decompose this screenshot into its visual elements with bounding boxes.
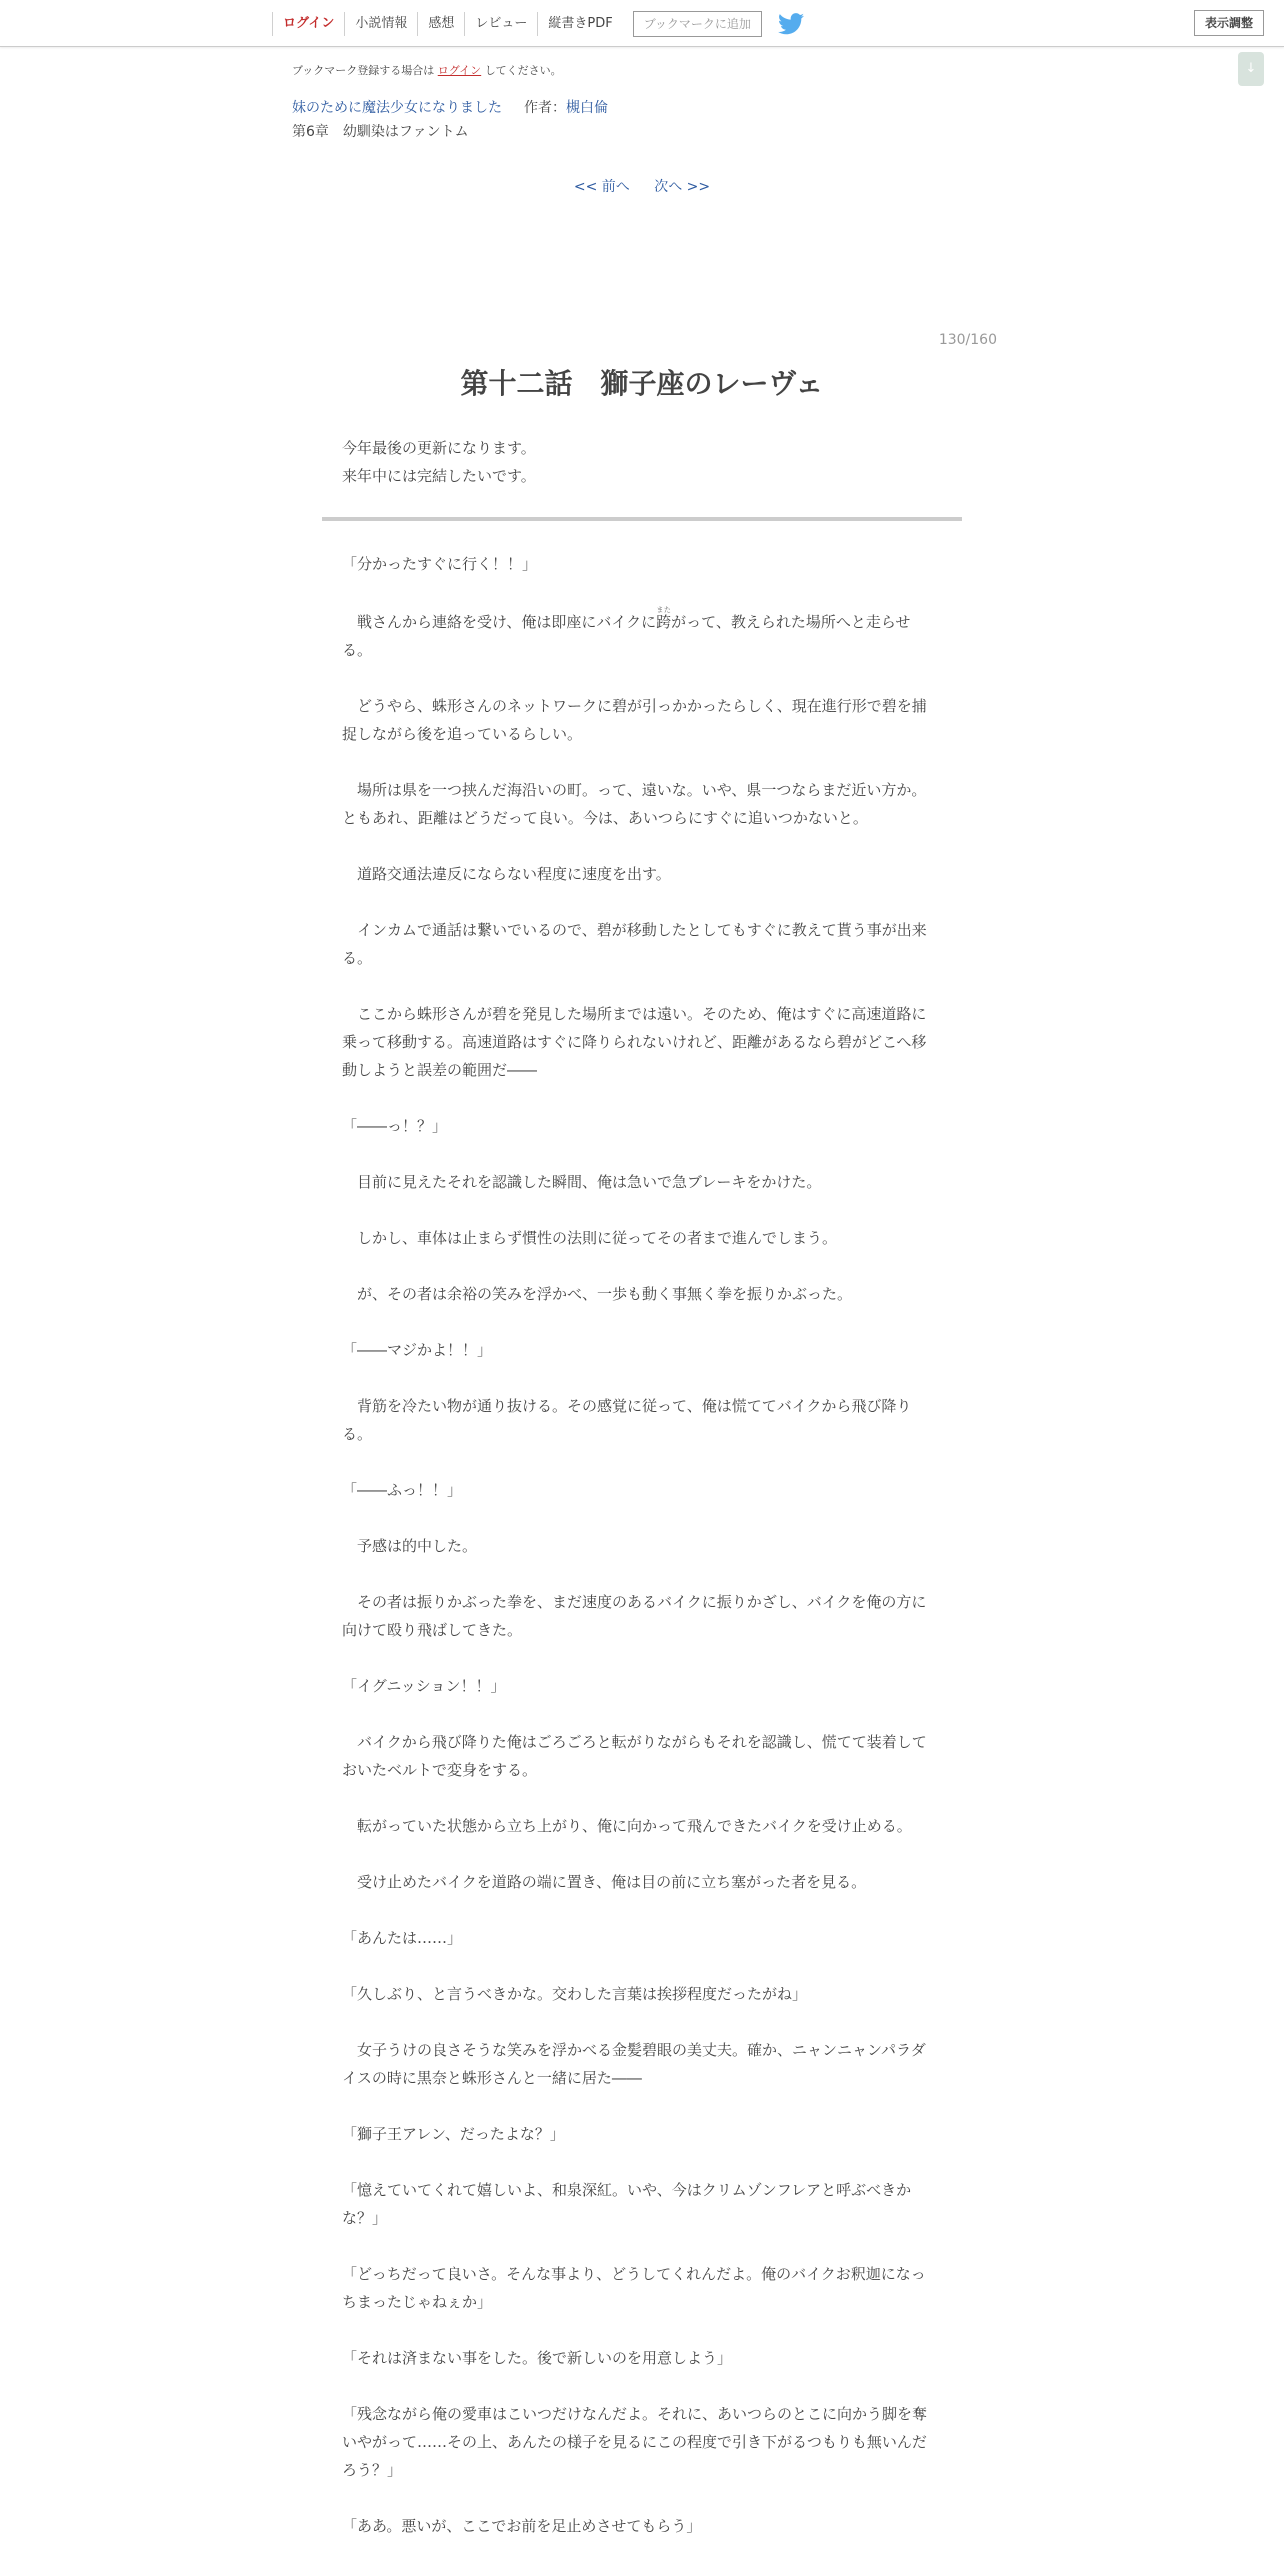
body-text-segment: がって、教えられた場所へと走らせる。 bbox=[342, 613, 911, 659]
body-paragraph: 予感は的中した。 bbox=[342, 1537, 478, 1555]
body-paragraph: 「――っ！？」 bbox=[342, 1117, 448, 1135]
ruby-reading: また bbox=[656, 606, 672, 614]
body-paragraph bbox=[342, 606, 940, 664]
preface bbox=[342, 434, 536, 490]
body-paragraph: 「――マジかよ！！」 bbox=[342, 1341, 493, 1359]
preface-line: 今年最後の更新になります。 bbox=[342, 439, 536, 457]
nav-impressions-link[interactable]: 感想 bbox=[417, 12, 464, 36]
body-paragraph: インカムで通話は繋いでいるので、碧が移動したとしてもすぐに教えて貰う事が出来る。 bbox=[342, 921, 927, 967]
scroll-down-button[interactable]: ↓ bbox=[1238, 52, 1264, 86]
body-paragraph: 「――ふっ！！」 bbox=[342, 1481, 463, 1499]
notice-login-link[interactable]: ログイン bbox=[437, 64, 482, 77]
add-bookmark-button[interactable]: ブックマークに追加 bbox=[633, 11, 762, 37]
nav-novel-info-link[interactable]: 小説情報 bbox=[344, 12, 417, 36]
body-paragraph: 場所は県を一つ挟んだ海沿いの町。って、遠いな。いや、県一つならまだ近い方か。ともあれ、距離はどうだって良い。今は、あいつらにすぐに追いつかないと。 bbox=[342, 781, 927, 827]
body-paragraph: バイクから飛び降りた俺はごろごろと転がりながらもそれを認識し、慌てて装着しておいたベルトで変身をする。 bbox=[342, 1733, 927, 1779]
episode-title: 第十二話 獅子座のレーヴェ bbox=[460, 367, 824, 400]
body-paragraph: 目前に見えたそれを認識した瞬間、俺は急いで急ブレーキをかけた。 bbox=[342, 1173, 822, 1191]
body-paragraph: 受け止めたバイクを道路の端に置き、俺は目の前に立ち塞がった者を見る。 bbox=[342, 1873, 867, 1891]
body-paragraph: 道路交通法違反にならない程度に速度を出す。 bbox=[342, 865, 671, 883]
body-paragraph: 「ああ。悪いが、ここでお前を足止めさせてもらう」 bbox=[342, 2517, 702, 2535]
notice-suffix: してください。 bbox=[484, 64, 562, 77]
body-paragraph: 「あんたは……」 bbox=[342, 1929, 463, 1947]
body-paragraph: 「久しぶり、と言うべきかな。交わした言葉は挨拶程度だったがね」 bbox=[342, 1985, 808, 2003]
body-paragraph: 「残念ながら俺の愛車はこいつだけなんだよ。それに、あいつらのとこに向かう脚を奪いやがって……その上、あんたの様子を見るにこの程度で引き下がるつもりも無いんだろう？」 bbox=[342, 2405, 928, 2479]
body-paragraph: 転がっていた状態から立ち上がり、俺に向かって飛んできたバイクを受け止める。 bbox=[342, 1817, 912, 1835]
twitter-icon[interactable] bbox=[778, 13, 804, 35]
next-episode-link[interactable]: 次へ >> bbox=[654, 179, 711, 195]
ruby-word bbox=[656, 606, 672, 631]
notice-prefix: ブックマーク登録する場合は bbox=[292, 64, 435, 77]
nav-review-link[interactable]: レビュー bbox=[464, 12, 537, 36]
body-paragraph: ここから蛛形さんが碧を発見した場所までは遠い。そのため、俺はすぐに高速道路に乗って移動する。高速道路はすぐに降りられないけれど、距離があるなら碧がどこへ移動しようと誤差の範囲だ―― bbox=[342, 1005, 927, 1079]
series-title-link[interactable]: 妹のために魔法少女になりました bbox=[292, 100, 502, 116]
body-paragraph: 「どっちだって良いさ。そんな事より、どうしてくれんだよ。俺のバイクお釈迦になっちまったじゃねぇか」 bbox=[342, 2265, 926, 2311]
bookmark-login-notice bbox=[292, 62, 562, 78]
body-paragraph: しかし、車体は止まらず慣性の法則に従ってその者まで進んでしまう。 bbox=[342, 1229, 838, 1247]
nav-vertical-pdf-link[interactable]: 縦書きPDF bbox=[537, 12, 622, 36]
display-settings-button[interactable]: 表示調整 bbox=[1194, 10, 1264, 36]
body-paragraph: 「それは済まない事をした。後で新しいのを用意しよう」 bbox=[342, 2349, 733, 2367]
body-paragraph: 「憶えていてくれて嬉しいよ、和泉深紅。いや、今はクリムゾンフレアと呼ぶべきかな？」 bbox=[342, 2181, 912, 2227]
page-number: 130/160 bbox=[938, 332, 997, 348]
author-label: 作者： bbox=[524, 100, 566, 116]
nav-login-link[interactable]: ログイン bbox=[272, 12, 344, 36]
body-paragraph: 女子うけの良さそうな笑みを浮かべる金髪碧眼の美丈夫。確か、ニャンニャンパラダイスの時に黒奈と蛛形さんと一緒に居た―― bbox=[342, 2041, 926, 2087]
body-paragraph: 「分かったすぐに行く！！」 bbox=[342, 555, 538, 573]
novel-body bbox=[342, 550, 940, 2568]
body-paragraph: が、その者は余裕の笑みを浮かべ、一歩も動く事無く拳を振りかぶった。 bbox=[342, 1285, 853, 1303]
chapter-title: 第6章 幼馴染はファントム bbox=[292, 124, 469, 140]
body-paragraph: 「獅子王アレン、だったよな？」 bbox=[342, 2125, 565, 2143]
ruby-base: 跨 bbox=[656, 613, 672, 631]
body-paragraph: 「イグニッション！！」 bbox=[342, 1677, 506, 1695]
episode-pager bbox=[0, 176, 1284, 196]
top-header-bar bbox=[0, 0, 1284, 47]
body-paragraph: 背筋を冷たい物が通り抜ける。その感覚に従って、俺は慌ててバイクから飛び降りる。 bbox=[342, 1397, 912, 1443]
top-nav bbox=[272, 11, 804, 37]
series-line bbox=[292, 97, 608, 117]
preface-line: 来年中には完結したいです。 bbox=[342, 467, 536, 485]
preface-divider bbox=[322, 517, 962, 521]
body-text-segment: 戦さんから連絡を受け、俺は即座にバイクに bbox=[342, 613, 657, 631]
body-paragraph: どうやら、蛛形さんのネットワークに碧が引っかかったらしく、現在進行形で碧を捕捉しながら後を追っているらしい。 bbox=[342, 697, 927, 743]
body-paragraph: その者は振りかぶった拳を、まだ速度のあるバイクに振りかざし、バイクを俺の方に向けて殴り飛ばしてきた。 bbox=[342, 1593, 927, 1639]
prev-episode-link[interactable]: << 前へ bbox=[573, 179, 630, 195]
author-name-link[interactable]: 槻白倫 bbox=[566, 100, 608, 116]
